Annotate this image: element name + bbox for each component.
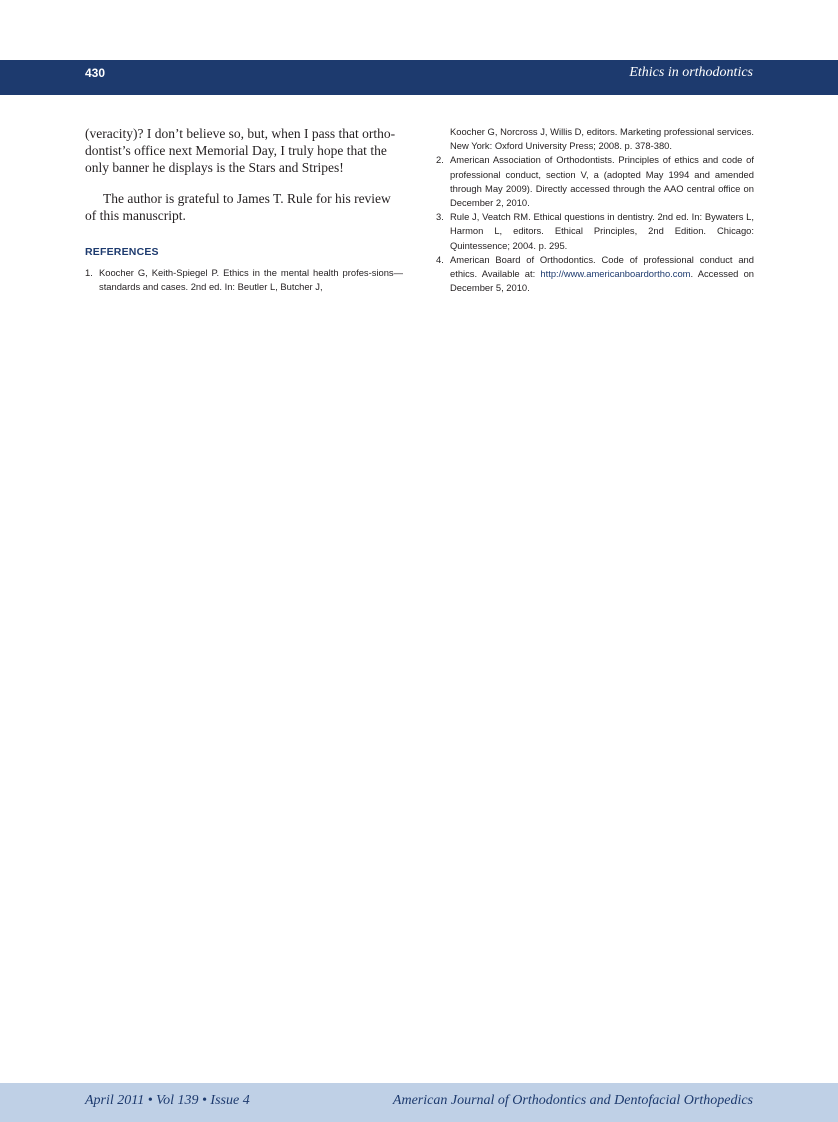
issue-info: April 2011 • Vol 139 • Issue 4 xyxy=(85,1093,250,1108)
reference-number: 3. xyxy=(436,211,444,223)
reference-item-2 xyxy=(436,153,754,210)
reference-item-3 xyxy=(436,210,754,253)
reference-list xyxy=(85,266,403,294)
reference-number: 2. xyxy=(436,154,444,166)
reference-text: Koocher G, Keith-Spiegel P. Ethics in the mental health profes-sions—standards and cases. 2nd ed. In: Beutler L, Butcher J, xyxy=(99,267,403,293)
page-number: 430 xyxy=(85,66,106,80)
reference-1-continuation: Koocher G, Norcross J, Willis D, editors. Marketing professional services. New York: Oxford University Press; 2008. p. 378-380. xyxy=(450,126,754,152)
reference-text: American Association of Orthodontists. Principles of ethics and code of professional conduct, section V, a (adopted May 1994 and amended through May 2009). Directly accessed through the AAO central office on December 2, 2010. xyxy=(450,154,754,209)
reference-text: American Board of Orthodontics. Code of professional conduct and ethics. Available at: xyxy=(450,253,754,280)
journal-name: American Journal of Orthodontics and Dentofacial Orthopedics xyxy=(392,1093,753,1108)
right-column xyxy=(436,125,754,295)
reference-item-4 xyxy=(436,253,754,296)
left-column xyxy=(85,125,403,294)
running-title: Ethics in orthodontics xyxy=(629,65,753,80)
reference-text: Rule J, Veatch RM. Ethical questions in dentistry. 2nd ed. In: Bywaters L, Harmon L, editors. Ethical Principles, 2nd Edition. Chicago: Quintessence; 2004. p. 295. xyxy=(450,211,754,251)
header-bar xyxy=(0,60,838,95)
reference-number: 4. xyxy=(436,253,444,265)
acknowledgment-paragraph: The author is grateful to James T. Rule for his review of this manuscript. xyxy=(85,191,391,223)
body-paragraph: (veracity)? I don’t believe so, but, when I pass that ortho-dontist’s office next Memorial Day, I truly hope that the only banner he displays is the Stars and Stripes! xyxy=(85,126,396,175)
reference-text-after-link: . Accessed on December 5, 2010. xyxy=(450,268,754,294)
reference-number: 1. xyxy=(85,267,93,278)
references-heading: REFERENCES xyxy=(85,246,159,258)
footer-bar xyxy=(0,1083,838,1122)
reference-list-continued xyxy=(436,153,754,295)
reference-item-1 xyxy=(85,266,403,294)
reference-link[interactable]: http://www.americanboardortho.com xyxy=(540,268,691,280)
